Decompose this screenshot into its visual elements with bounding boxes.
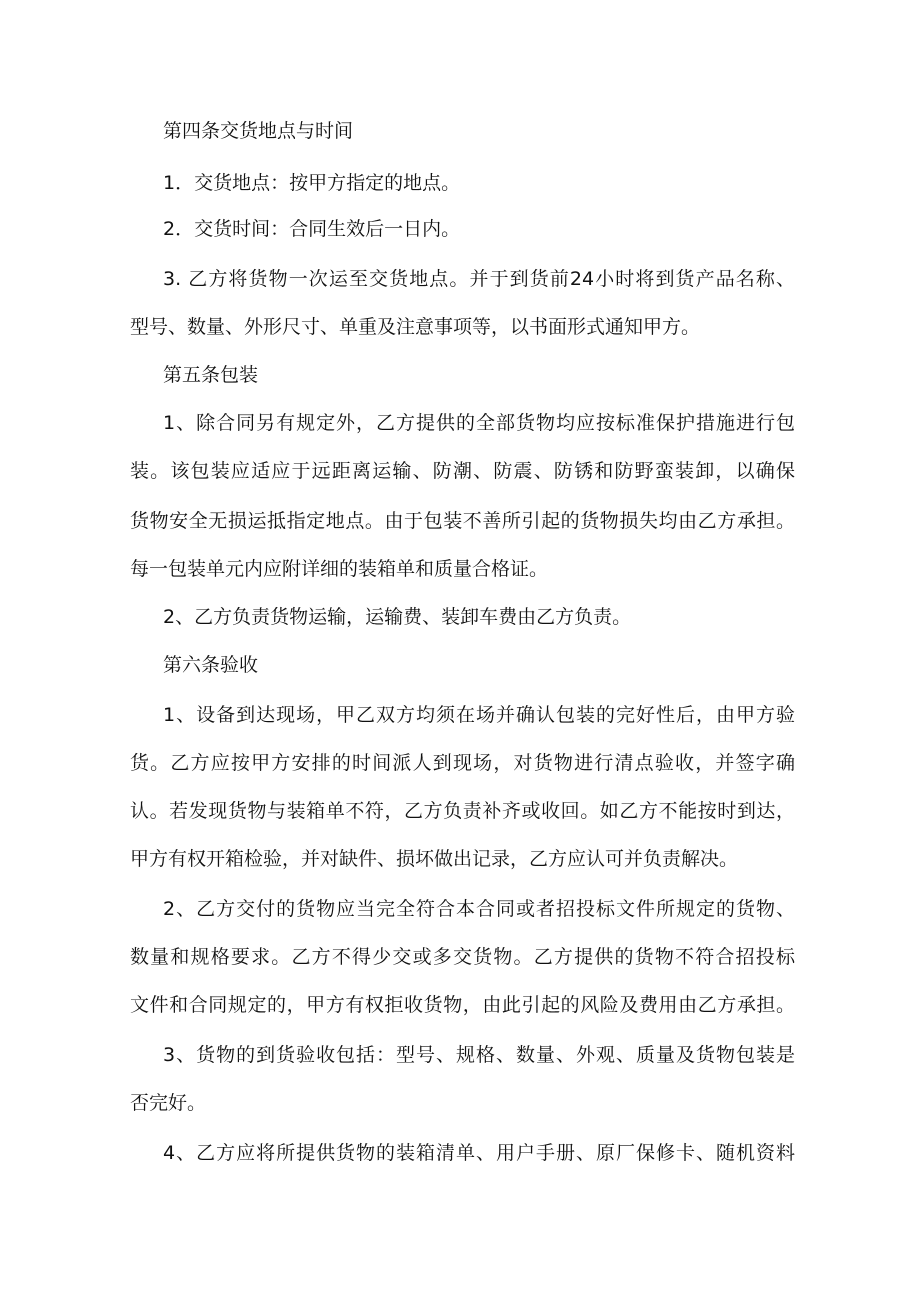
article-6-heading: 第六条验收 <box>163 654 259 676</box>
article-6-item-1-line-2: 货。乙方应按甲方安排的时间派人到现场，对货物进行清点验收，并签字确 <box>130 752 795 774</box>
article-5-item-1-line-1: 1、除合同另有规定外，乙方提供的全部货物均应按标准保护措施进行包 <box>163 412 795 434</box>
article-4-item-1: 1．交货地点：按甲方指定的地点。 <box>163 172 461 194</box>
article-5-heading: 第五条包装 <box>163 364 259 386</box>
article-5-item-2: 2、乙方负责货物运输，运输费、装卸车费由乙方负责。 <box>163 606 632 628</box>
article-6-item-1-line-1: 1、设备到达现场，甲乙双方均须在场并确认包装的完好性后，由甲方验 <box>163 704 795 726</box>
article-4-heading: 第四条交货地点与时间 <box>163 120 354 142</box>
article-6-item-2-line-1: 2、乙方交付的货物应当完全符合本合同或者招投标文件所规定的货物、 <box>163 898 795 920</box>
article-6-item-1-line-3: 认。若发现货物与装箱单不符，乙方负责补齐或收回。如乙方不能按时到达， <box>130 800 795 822</box>
article-4-item-2: 2．交货时间：合同生效后一日内。 <box>163 218 461 240</box>
article-6-item-4-line-1: 4、乙方应将所提供货物的装箱清单、用户手册、原厂保修卡、随机资料 <box>163 1142 795 1164</box>
article-6-item-3-line-1: 3、货物的到货验收包括：型号、规格、数量、外观、质量及货物包装是 <box>163 1044 795 1066</box>
article-6-item-1-line-4: 甲方有权开箱检验，并对缺件、损坏做出记录，乙方应认可并负责解决。 <box>130 848 739 870</box>
article-5-item-1-line-4: 每一包装单元内应附详细的装箱单和质量合格证。 <box>130 558 549 580</box>
article-4-item-3-line-1: 3. 乙方将货物一次运至交货地点。并于到货前24小时将到货产品名称、 <box>163 268 795 290</box>
article-4-item-3-line-2: 型号、数量、外形尺寸、单重及注意事项等，以书面形式通知甲方。 <box>130 316 701 338</box>
article-6-item-2-line-3: 文件和合同规定的，甲方有权拒收货物，由此引起的风险及费用由乙方承担。 <box>130 994 795 1016</box>
article-6-item-2-line-2: 数量和规格要求。乙方不得少交或多交货物。乙方提供的货物不符合招投标 <box>130 946 795 968</box>
article-5-item-1-line-3: 货物安全无损运抵指定地点。由于包装不善所引起的货物损失均由乙方承担。 <box>130 510 795 532</box>
article-6-item-3-line-2: 否完好。 <box>130 1092 207 1114</box>
article-5-item-1-line-2: 装。该包装应适应于远距离运输、防潮、防震、防锈和防野蛮装卸，以确保 <box>130 460 795 482</box>
